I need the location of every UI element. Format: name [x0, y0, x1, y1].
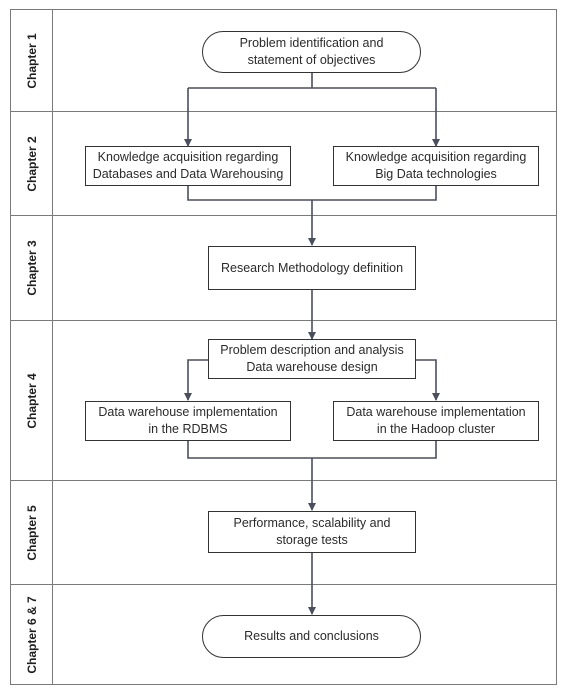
- chapter-label: Chapter 4: [24, 372, 39, 429]
- node-text: [93, 149, 284, 183]
- connector-line: [188, 186, 436, 200]
- node-text: [244, 628, 379, 645]
- node-text-line: in the RDBMS: [148, 422, 228, 436]
- node-text: [346, 149, 527, 183]
- node-text: [221, 260, 403, 277]
- dw-rdbms-node: [85, 401, 291, 441]
- chapter-label: Chapter 6 & 7: [24, 596, 39, 674]
- tests-node: [208, 511, 416, 553]
- knowledge-dw-node: [85, 146, 291, 186]
- knowledge-bigdata-node: [333, 146, 539, 186]
- dw-hadoop-node: [333, 401, 539, 441]
- chapter-label: Chapter 1: [24, 32, 39, 89]
- arrow-to-dw-rdbms: [188, 360, 208, 400]
- problem-identification-node: [202, 31, 421, 73]
- node-text-line: statement of objectives: [247, 53, 376, 67]
- node-text: [233, 515, 390, 549]
- methodology-node: [208, 246, 416, 290]
- node-text-line: Research Methodology definition: [220, 260, 404, 275]
- node-text: [98, 404, 277, 438]
- node-text-line: Data warehouse implementation: [346, 405, 526, 419]
- node-text-line: Problem description and analysis: [220, 343, 404, 357]
- node-text-line: Knowledge acquisition regarding: [345, 150, 527, 164]
- node-text-line: Knowledge acquisition regarding: [97, 150, 279, 164]
- node-text-line: Problem identification and: [239, 36, 384, 50]
- node-text-line: in the Hadoop cluster: [376, 422, 496, 436]
- node-text: [220, 342, 403, 376]
- node-text-line: Big Data technologies: [375, 167, 497, 181]
- connector-line: [188, 441, 436, 458]
- arrow-to-dw-hadoop: [416, 360, 436, 400]
- chapter-label: Chapter 5: [24, 504, 39, 561]
- node-text: [346, 404, 525, 438]
- node-text-line: Performance, scalability and: [233, 516, 391, 530]
- node-text-line: Databases and Data Warehousing: [92, 167, 284, 181]
- node-text-line: storage tests: [276, 533, 348, 547]
- problem-description-node: [208, 339, 416, 379]
- chapter-label: Chapter 2: [24, 135, 39, 192]
- node-text: [240, 35, 384, 69]
- node-text-line: Data warehouse design: [246, 360, 378, 374]
- node-text-line: Data warehouse implementation: [98, 405, 278, 419]
- results-node: [202, 615, 421, 658]
- chapter-label: Chapter 3: [24, 240, 39, 296]
- node-text-line: Results and conclusions: [244, 629, 379, 643]
